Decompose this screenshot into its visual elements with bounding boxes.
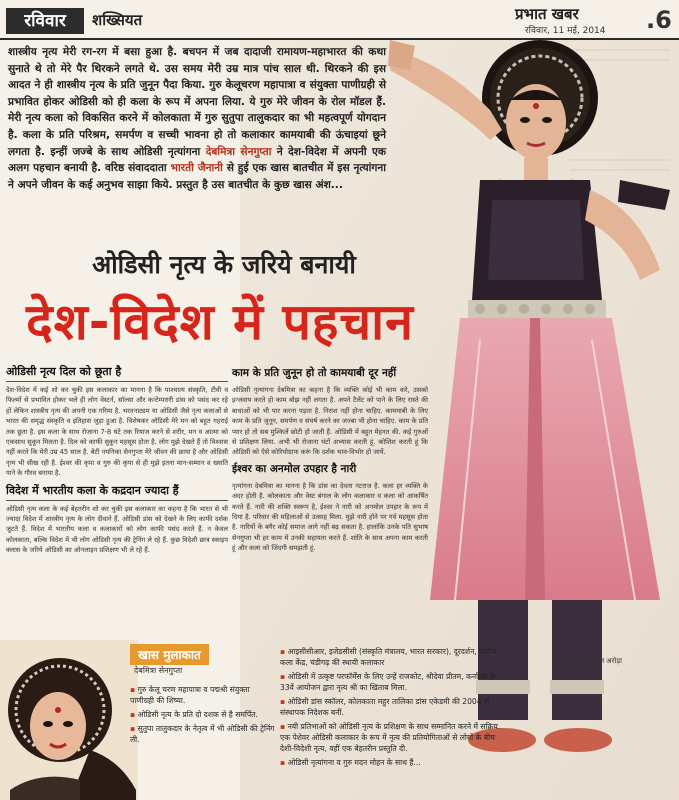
- subheading-4: ईश्वर का अनमोल उपहार है नारी: [232, 462, 357, 475]
- achievement-item: ▪ नयी प्रतिभाओं को ओडिसी नृत्य के प्रशिक्षण के साथ सम्मानित करने में सक्रिय. एक पेशेवर ओडिसी कलाकार के रूप में नृत्य की प्रतियोगिताओं से लोगों के बीच देशी-विदेशी नृत्य, वहीं एक बेहतरीन प्रस्तुति दी.: [280, 721, 502, 754]
- column-1-body-1: देश-विदेश में कई शो कर चुकी इस कलाकार का मानना है कि पाश्चात्य संस्कृति, टीवी व फिल्मों से प्रभावित होकर भले ही लोग वेस्टर्न, सॉल्सा और कन्टेम्परारी डांस को पसंद कर रहे हों लेकिन शास्त्रीय नृत्य की अपनी एक गरिमा है. भरतनाट्यम या ओडिसी जैसे नृत्य कलाओं से भारत की समृद्ध संस्कृति व इतिहास जुड़ा हुआ है. विशेषकर ओडिसी मेरे मन को बहुत गहराई तक छूता है. इस कला के साथ रोजाना 7-8 घंटे तक रियाज करने से शरीर, मन व आत्मा को एकसाथ सुकून मिलता है. दिल को काफी सुकून महसूस होता है. लोग मुझे देखते हैं तो विश्वास नहीं करते कि मेरी उम्र 45 साल है. बेटी नयनिका सेनगुप्ता मेरे जीवन की छाया है और ओडिसी नृत्य भी सीख रही है. ईश्वर की कृपा व गुरु की कृपा से ही मुझे इतना मान-सम्मान व ख्याति पाने के गौरव बनाया है.: [6, 386, 228, 478]
- intro-text-1: शास्त्रीय नृत्य मेरी रग-रग में बसा हुआ है. बचपन में जब दादाजी रामायण-महाभारत की कथा सुनाते थे तो मेरे पैर थिरकने लगते थे. उस समय मेरी उम्र मात्र पांच साल थी. थिरकने की इस आदत ने ही शास्त्रीय नृत्य के प्रति जुनून पैदा किया. गुरु केलूचरण महापात्रा व संयुक्ता पाणीग्रही से प्रभावित होकर ओडिसी को ही कला के रूप में अपना लिया. ये गुरु मेरे जीवन के रोल मॉडल हैं. मेरी नृत्य कला को विकसित करने में कोलकाता में गुरु सुतुपा तालुकदार का भी महत्वपूर्ण योगदान है. कला के प्रति परिश्रम, समर्पण व सच्ची भावना हो तो कलाकार कामयाबी की ऊंचाइयां छूने लगता है. इन्हीं जज्बे के साथ ओडिसी नृत्यांगना: [8, 46, 386, 158]
- box-author: देबमित्रा सेनगुप्ता: [134, 666, 183, 675]
- column-1-body-2: ओडिसी नृत्य कला के कई बेहतरीन शो कर चुकी इस कलाकार का कहना है कि भारत से भी ज्यादा विदेश में शास्त्रीय नृत्य के लोग दीवाने हैं. ओडिसी डांस को देखने के लिए काफी दर्शक जुटते हैं. विदेश में भारतीय कला व कलाकारों को लोग काफी पसंद करते हैं. न केवल कोलकाता, बल्कि विदेश में भी लोग ओडिसी नृत्य की ट्रेनिंग ले रहे हैं. कुछ विदेशी छात्र स्काइप क्लास के जरिये ओडिसी का ऑनलाइन प्रशिक्षण भी ले रहे हैं.: [6, 504, 228, 555]
- issue-date: रविवार, 11 मई, 2014: [525, 26, 606, 36]
- portrait-photo: [0, 640, 138, 800]
- newspaper-logo: प्रभात खबर: [515, 5, 579, 23]
- reporter-name: भारती जैनानी: [170, 162, 223, 175]
- column-2-body-2: नृत्यांगना देबमित्रा का मानना है कि डांस का देवता नटराज है. कला हर व्यक्ति के अंदर होती है. कोलकाता और वेस्ट बंगाल के लोग कलाकार व कला को आकर्षित करते हैं. नारी की शक्ति स्वरूप है, ईश्वर ने नारी को अनमोल उपहार के रूप में दिया है. परिवार की महिलाओं से उत्साह मिला. मुझे नारी होने पर गर्व महसूस होता है. नारियों के बगैर कोई समाज आगे नहीं बढ़ सकता है. हालांकि उनके पति सुभाष सेनगुप्ता भी हर काम में उनकी सहायता करते हैं. शांति के साथ अपना काम करती हूं और कला को जिंदगी समझती हूं.: [232, 481, 428, 553]
- box-item: ▪ सुतुपा तालुकदार के नेतृत्व में भी ओडिसी की ट्रेनिंग ली.: [130, 723, 276, 745]
- photo-caption: छायाचित्र : प्रशांत अरोड़ा: [560, 657, 622, 665]
- intro-paragraph: [8, 44, 386, 193]
- achievement-item: ▪ आइसीसीआर, इजेडसीसी (संस्कृति मंत्रालय, भारत सरकार), दूरदर्शन, प्राचीन कला केंद्र, चंडीगढ़ की स्थायी कलाकार: [280, 646, 502, 668]
- achievement-item: ▪ ओडिसी में उत्कृष्ट परफॉर्मेंस के लिए उन्हें राजकोट, श्रीदेवा प्रीतम, कर्नाटक के 33वें आयोजन द्वारा नृत्य श्री का खिताब मिला.: [280, 671, 502, 693]
- headline-line-2: देश-विदेश में पहचान: [26, 293, 414, 351]
- achievement-item: ▪ ओडिसी नृत्यांगना व गुरु मदन मोहन के साथ हैं...: [280, 757, 502, 768]
- dancer-name: देबमित्रा सेनगुप्ता: [205, 145, 272, 158]
- article-column-2: [232, 366, 428, 554]
- subheading-2: विदेश में भारतीय कला के कद्रदान ज्यादा हैं: [6, 483, 228, 501]
- page-header: [0, 0, 679, 40]
- day-tag: रविवार: [6, 8, 84, 34]
- column-2-body-1: ओडिसी नृत्यांगना देबमित्रा का कहना है कि व्यक्ति कोई भी काम करे, उसको इन्जवाय करते हो काम बोझ नहीं लगता है. अपने टैलेंट को पाने के लिए रास्ते की बाधाओं को भी पार करना पड़ता है. निराश नहीं होना चाहिए. कामयाबी के लिए काम के प्रति जुनून, समर्पण व संघर्ष करने का जज्बा भी होना चाहिए. काम के प्रति प्यार हो तो सब मुश्किलें छोटी हो जाती हैं. ओडिसी में बहुत मेहनत की. कई गुरुओं से प्रशिक्षण लिया. अभी भी रोजाना घंटों अभ्यास करती हूं. कोशिश करती हूं कि ओडिसी को ऐसे कोरियोग्राफ करूं कि दर्शक भाव-विभोर हो जायें.: [232, 386, 428, 457]
- box-item: ▪ ओडिसी नृत्य के प्रति दो दशक से है समर्पित.: [130, 709, 276, 720]
- special-box: [130, 644, 276, 748]
- box-item: ▪ गुरु केलू चरण महापात्रा व पद्मश्री संयुक्ता पाणीग्रही की शिष्या.: [130, 684, 276, 706]
- box-list: [130, 684, 276, 745]
- headline-line-1: ओडिसी नृत्य के जरिये बनायी: [92, 250, 356, 279]
- page-number: .6: [646, 6, 672, 34]
- intro-text-2: ने देश-विदेश में अपनी एक अलग पहचान बनायी है. वरिष्ठ संवाददाता: [8, 145, 386, 175]
- article-column-1: [6, 364, 228, 556]
- achievement-item: ▪ ओडिसी डांस स्कॉलर, कोलकाता महुर तालिका डांस एकेडमी की 2004 से संस्थापक निदेशक बनीं.: [280, 696, 502, 718]
- intro-text-3: से हुई एक खास बातचीत में इस नृत्यांगना ने अपने जीवन के कई अनुभव साझा किये. प्रस्तुत है उस बातचीत के कुछ खास अंश...: [8, 162, 386, 191]
- box-title: खास मुलाकात: [130, 644, 209, 665]
- achievements-list: [280, 646, 502, 771]
- subheading-1: ओडिसी नृत्य दिल को छूता है: [6, 364, 228, 382]
- section-title: शख्सियत: [92, 11, 143, 29]
- subheading-3: काम के प्रति जुनून हो तो कामयाबी दूर नहीं: [232, 367, 397, 379]
